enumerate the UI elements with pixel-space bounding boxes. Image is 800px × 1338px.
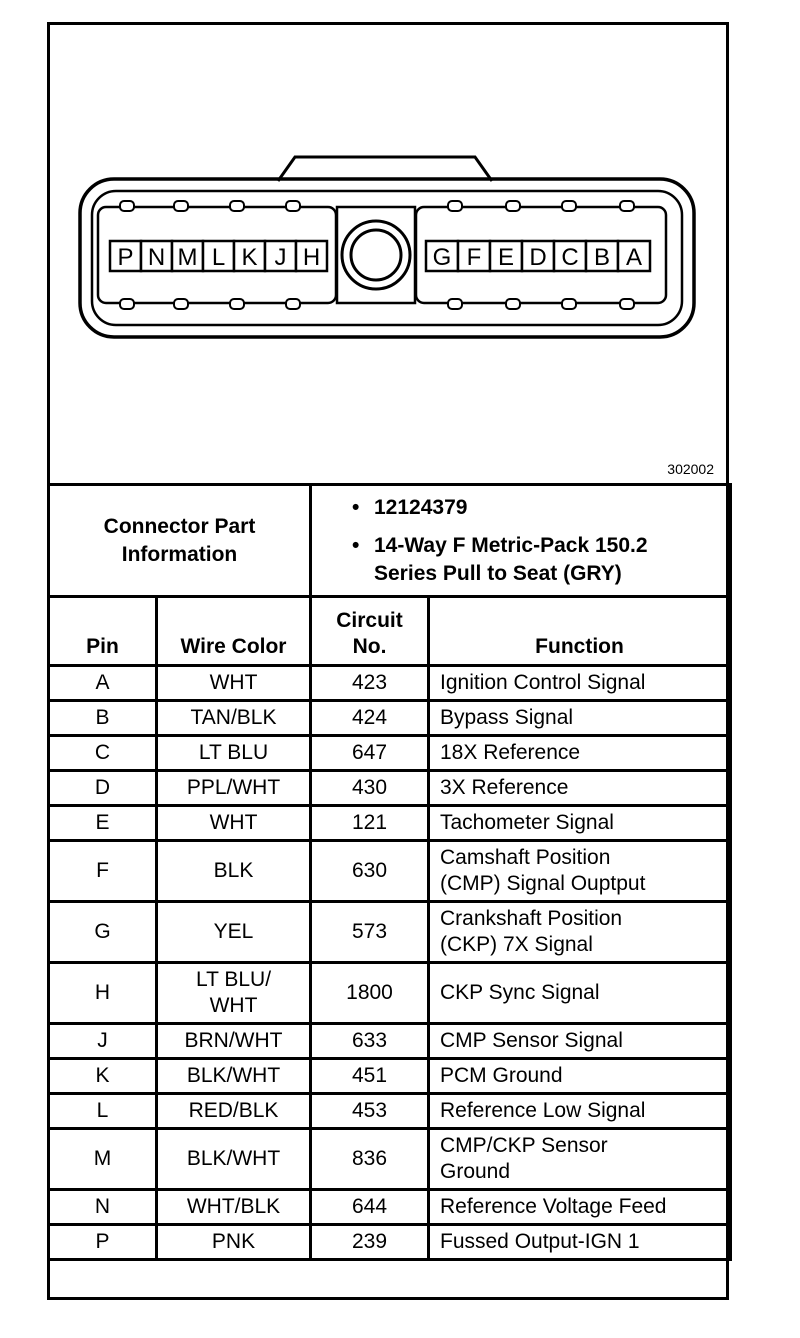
circuit-cell bbox=[311, 666, 429, 701]
pin-cell-text: A bbox=[95, 671, 110, 694]
circuit-cell bbox=[311, 1190, 429, 1225]
pin-cell bbox=[49, 771, 157, 806]
table-row bbox=[49, 1024, 731, 1059]
wire-color-cell-text: WHT bbox=[209, 671, 258, 694]
pin-cell bbox=[49, 1190, 157, 1225]
circuit-cell-text: 423 bbox=[351, 671, 388, 694]
table-row bbox=[49, 771, 731, 806]
circuit-cell-text: 451 bbox=[351, 1064, 388, 1087]
function-cell-text: 18X Reference bbox=[440, 741, 581, 764]
circuit-cell-text: 453 bbox=[351, 1099, 388, 1122]
function-cell-text: PCM Ground bbox=[440, 1064, 563, 1087]
function-cell-text: CMP/CKP Sensor bbox=[440, 1134, 608, 1157]
pin-letter: J bbox=[274, 244, 287, 271]
part-info-label-line1: Connector Part bbox=[103, 514, 256, 538]
wire-color-cell-text: BLK/WHT bbox=[186, 1064, 281, 1087]
pin-cell bbox=[49, 1225, 157, 1260]
wire-color-cell bbox=[157, 806, 311, 841]
table-row bbox=[49, 666, 731, 701]
pin-letter: A bbox=[625, 244, 643, 271]
function-cell-text: (CMP) Signal Ouptput bbox=[440, 872, 646, 895]
pin-letter: F bbox=[466, 244, 482, 271]
circuit-cell-text: 630 bbox=[351, 859, 388, 882]
pin-letter: C bbox=[561, 244, 579, 271]
circuit-cell bbox=[311, 841, 429, 902]
pin-letter: P bbox=[117, 244, 134, 271]
pin-table-body bbox=[49, 666, 731, 1260]
circuit-cell-text: 424 bbox=[351, 706, 388, 729]
circuit-cell bbox=[311, 1094, 429, 1129]
pin-letter: N bbox=[147, 244, 166, 271]
circuit-cell bbox=[311, 1024, 429, 1059]
function-cell bbox=[429, 1225, 731, 1260]
table-row bbox=[49, 1190, 731, 1225]
pin-cell bbox=[49, 1129, 157, 1190]
function-cell-text: CKP Sync Signal bbox=[440, 981, 600, 1004]
function-cell-text: Reference Voltage Feed bbox=[440, 1195, 667, 1218]
pin-cell-text: L bbox=[96, 1099, 109, 1122]
circuit-cell-text: 1800 bbox=[346, 981, 393, 1004]
pin-cell-text: K bbox=[95, 1064, 110, 1087]
circuit-cell bbox=[311, 736, 429, 771]
function-cell-text: (CKP) 7X Signal bbox=[440, 933, 593, 956]
function-cell-text: Camshaft Position bbox=[440, 846, 611, 869]
pin-cell-text: B bbox=[95, 706, 110, 729]
pin-letter: E bbox=[497, 244, 515, 271]
pin-letter: D bbox=[529, 244, 547, 271]
function-cell bbox=[429, 1059, 731, 1094]
table-row bbox=[49, 701, 731, 736]
circuit-cell bbox=[311, 963, 429, 1024]
circuit-cell bbox=[311, 1059, 429, 1094]
pin-letter: G bbox=[432, 244, 452, 271]
connector-part-info bbox=[47, 483, 732, 598]
wire-color-cell-text: PNK bbox=[211, 1230, 256, 1253]
wire-color-cell bbox=[157, 1190, 311, 1225]
function-cell-text: Ground bbox=[440, 1160, 511, 1183]
pin-cell-text: P bbox=[95, 1230, 110, 1253]
pin-cell bbox=[49, 1024, 157, 1059]
wire-color-cell-text: BLK/WHT bbox=[186, 1147, 281, 1170]
circuit-cell bbox=[311, 701, 429, 736]
wire-color-cell-text: WHT bbox=[209, 994, 258, 1017]
pin-cell bbox=[49, 902, 157, 963]
table-row bbox=[49, 736, 731, 771]
function-cell bbox=[429, 841, 731, 902]
header-circuit-line1: Circuit bbox=[336, 609, 403, 632]
function-cell bbox=[429, 806, 731, 841]
right-pin-row bbox=[426, 241, 650, 271]
table-row bbox=[49, 806, 731, 841]
connector-sheet bbox=[47, 22, 729, 1300]
header-circuit-line2: No. bbox=[352, 635, 387, 658]
pin-cell bbox=[49, 806, 157, 841]
pin-letter: K bbox=[241, 244, 258, 271]
function-cell bbox=[429, 1094, 731, 1129]
pin-letter: H bbox=[302, 244, 321, 271]
function-cell-text: Bypass Signal bbox=[440, 706, 574, 729]
function-cell bbox=[429, 701, 731, 736]
wire-color-cell bbox=[157, 1094, 311, 1129]
pin-cell bbox=[49, 666, 157, 701]
connector-face-svg bbox=[50, 25, 726, 483]
pin-cell-text: J bbox=[97, 1029, 108, 1052]
pin-cell-text: M bbox=[93, 1147, 112, 1170]
wire-color-cell-text: PPL/WHT bbox=[186, 776, 281, 799]
function-cell-text: Reference Low Signal bbox=[440, 1099, 646, 1122]
pin-table bbox=[47, 595, 732, 1261]
function-cell bbox=[429, 1024, 731, 1059]
header-function: Function bbox=[429, 597, 731, 666]
wire-color-cell bbox=[157, 701, 311, 736]
wire-color-cell bbox=[157, 771, 311, 806]
wire-color-cell bbox=[157, 902, 311, 963]
wire-color-cell bbox=[157, 736, 311, 771]
circuit-cell bbox=[311, 1225, 429, 1260]
header-circuit bbox=[311, 597, 429, 666]
pin-cell-text: E bbox=[95, 811, 110, 834]
circuit-cell bbox=[311, 1129, 429, 1190]
wire-color-cell-text: YEL bbox=[213, 920, 254, 943]
pin-letter: B bbox=[593, 244, 611, 271]
connector-drawing bbox=[50, 25, 726, 483]
part-info-label-line2: Information bbox=[121, 542, 238, 566]
wire-color-cell-text: BLK bbox=[213, 859, 254, 882]
table-row bbox=[49, 1059, 731, 1094]
pin-cell bbox=[49, 1059, 157, 1094]
wire-color-cell bbox=[157, 1024, 311, 1059]
function-cell-text: Ignition Control Signal bbox=[440, 671, 646, 694]
table-row bbox=[49, 1129, 731, 1190]
pin-cell-text: D bbox=[94, 776, 111, 799]
circuit-cell-text: 239 bbox=[351, 1230, 388, 1253]
function-cell-text: Crankshaft Position bbox=[440, 907, 623, 930]
pin-letter: M bbox=[177, 244, 198, 271]
pin-cell-text: C bbox=[94, 741, 111, 764]
pin-cell-text: N bbox=[94, 1195, 111, 1218]
circuit-cell bbox=[311, 902, 429, 963]
table-row bbox=[49, 1225, 731, 1260]
wire-color-cell-text: TAN/BLK bbox=[190, 706, 277, 729]
function-cell bbox=[429, 736, 731, 771]
bullet: • bbox=[352, 533, 360, 557]
part-number-item bbox=[312, 494, 729, 522]
table-row bbox=[49, 963, 731, 1024]
table-row bbox=[49, 902, 731, 963]
circuit-cell bbox=[311, 806, 429, 841]
function-cell bbox=[429, 902, 731, 963]
pin-cell-text: G bbox=[94, 920, 111, 943]
wire-color-cell bbox=[157, 1225, 311, 1260]
pin-cell bbox=[49, 841, 157, 902]
pin-cell bbox=[49, 1094, 157, 1129]
pin-cell-text: H bbox=[94, 981, 111, 1004]
wire-color-cell bbox=[157, 841, 311, 902]
pin-cell-text: F bbox=[96, 859, 109, 882]
wire-color-cell-text: LT BLU bbox=[198, 741, 269, 764]
part-info-label bbox=[49, 485, 311, 597]
wire-color-cell bbox=[157, 963, 311, 1024]
header-wire-color: Wire Color bbox=[157, 597, 311, 666]
figure-number: 302002 bbox=[667, 461, 714, 477]
header-pin: Pin bbox=[49, 597, 157, 666]
wire-color-cell-text: LT BLU/ bbox=[195, 968, 272, 991]
pin-letter: L bbox=[211, 244, 226, 271]
function-cell-text: CMP Sensor Signal bbox=[440, 1029, 623, 1052]
function-cell-text: Fussed Output-IGN 1 bbox=[440, 1230, 640, 1253]
function-cell bbox=[429, 963, 731, 1024]
wire-color-cell-text: WHT bbox=[209, 811, 258, 834]
circuit-cell-text: 633 bbox=[351, 1029, 388, 1052]
function-cell bbox=[429, 666, 731, 701]
part-number: 12124379 bbox=[374, 495, 468, 519]
part-description-line1: 14-Way F Metric-Pack 150.2 bbox=[374, 533, 648, 557]
table-row bbox=[49, 1094, 731, 1129]
circuit-cell-text: 121 bbox=[351, 811, 388, 834]
circuit-cell-text: 647 bbox=[351, 741, 388, 764]
part-description-item bbox=[312, 532, 729, 588]
wire-color-cell-text: WHT/BLK bbox=[186, 1195, 281, 1218]
circuit-cell bbox=[311, 771, 429, 806]
function-cell bbox=[429, 1190, 731, 1225]
circuit-cell-text: 644 bbox=[351, 1195, 388, 1218]
wire-color-cell bbox=[157, 1059, 311, 1094]
circuit-cell-text: 573 bbox=[351, 920, 388, 943]
part-info-list bbox=[311, 485, 731, 597]
pin-cell bbox=[49, 963, 157, 1024]
wire-color-cell bbox=[157, 1129, 311, 1190]
pin-cell bbox=[49, 701, 157, 736]
part-description-line2: Series Pull to Seat (GRY) bbox=[374, 561, 622, 585]
function-cell bbox=[429, 1129, 731, 1190]
wire-color-cell-text: RED/BLK bbox=[188, 1099, 279, 1122]
left-pin-row bbox=[110, 241, 327, 271]
circuit-cell-text: 430 bbox=[351, 776, 388, 799]
function-cell bbox=[429, 771, 731, 806]
wire-color-cell-text: BRN/WHT bbox=[184, 1029, 283, 1052]
center-post-inner bbox=[351, 230, 401, 280]
function-cell-text: 3X Reference bbox=[440, 776, 569, 799]
function-cell-text: Tachometer Signal bbox=[440, 811, 614, 834]
circuit-cell-text: 836 bbox=[351, 1147, 388, 1170]
pin-cell bbox=[49, 736, 157, 771]
bullet: • bbox=[352, 495, 360, 519]
wire-color-cell bbox=[157, 666, 311, 701]
table-row bbox=[49, 841, 731, 902]
